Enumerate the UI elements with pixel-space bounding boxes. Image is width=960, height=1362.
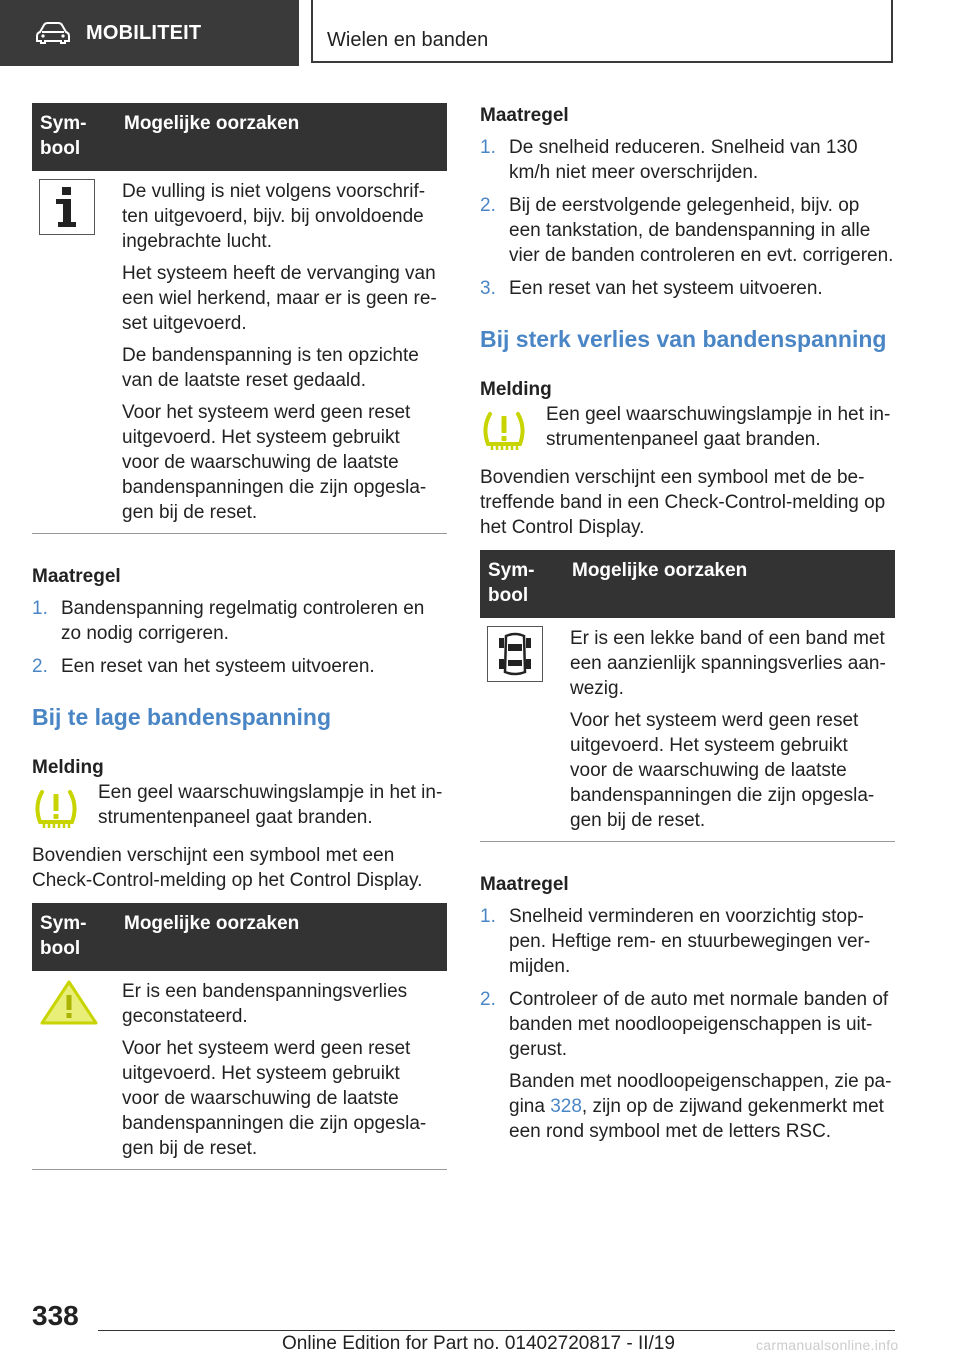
list-item: 2. Bij de eerstvolgende gelegenheid, bijv. op een tankstation, de bandenspanning in alle vier de banden controleren en evt. corrigeren. [480,195,894,266]
melding-row [480,402,895,457]
page-number: 338 [32,1300,79,1331]
symbol-table-2 [32,903,447,1170]
tire-pressure-warning-icon [32,788,80,830]
car-tire-status-icon [487,626,543,682]
maatregel-title: Maatregel [480,105,569,126]
cause-text: De bandenspanning is ten opzichte van de laatste reset gedaald. [122,345,419,391]
symbol-table-3 [480,550,895,842]
table-header-causes: Mogelijke oorzaken [116,103,447,171]
section-title: MOBILITEIT [86,21,202,44]
cause-text: De vulling is niet volgens voorschrif-ten uitgevoerd, bijv. bij onvoldoende ingebrachte lucht. [122,181,426,252]
maatregel-title: Maatregel [32,566,121,587]
left-column [32,103,447,1170]
table-header-symbol: Sym- bool [32,103,116,171]
list-item: 2. Een reset van het systeem uitvoeren. [32,656,375,677]
page-link[interactable]: 328 [550,1096,582,1117]
list-item: 3. Een reset van het systeem uitvoeren. [480,278,823,299]
step-extra: Banden met noodloopeigenschappen, zie pa-gina 328, zijn op de zijwand gekenmerkt met een rond symbool met de letters RSC. [509,1071,892,1142]
cause-text: Er is een lekke band of een band met een aanzienlijk spanningsverlies aan-wezig. [570,628,886,699]
cause-text: Er is een bandenspanningsverlies geconstateerd. [122,981,408,1027]
tire-pressure-warning-icon [480,410,528,452]
table-header-symbol: Sym- bool [480,550,564,618]
body-text: Bovendien verschijnt een symbool met de be-treffende band in een Check-Control-melding op het Control Display. [480,467,886,538]
warning-triangle-icon [39,979,99,1027]
melding-text: Een geel waarschuwingslampje in het in-strumentenpaneel gaat branden. [98,782,443,828]
chapter-title: Wielen en banden [327,29,489,51]
maatregel-title: Maatregel [480,874,569,895]
car-icon [36,22,70,44]
cause-text: Voor het systeem werd geen reset uitgevoerd. Het systeem gebruikt voor de waarschuwing de laatste bandenspanningen die zijn opgesla-gen bij de reset. [122,402,427,523]
table-row [32,971,447,1170]
body-text: Bovendien verschijnt een symbool met een Check-Control-melding op het Control Display. [32,845,423,891]
section-heading: Bij te lage bandenspanning [32,704,332,730]
table-header-causes: Mogelijke oorzaken [116,903,447,971]
cause-text: Voor het systeem werd geen reset uitgevoerd. Het systeem gebruikt voor de waarschuwing de laatste bandenspanningen die zijn opgesla-gen bij de reset. [122,1038,427,1159]
watermark: carmanualsonline.info [756,1337,899,1353]
cause-text: Het systeem heeft de vervanging van een wiel herkend, maar er is geen re-set uitgevoerd. [122,263,437,334]
right-column [480,103,895,1152]
melding-title: Melding [480,379,552,400]
step-list [480,135,895,301]
symbol-table-1 [32,103,447,534]
melding-row [32,780,447,835]
table-row [480,618,895,842]
table-header-symbol: Sym- bool [32,903,116,971]
footer-divider [98,1330,895,1331]
table-header-causes: Mogelijke oorzaken [564,550,895,618]
cause-text: Voor het systeem werd geen reset uitgevoerd. Het systeem gebruikt voor de waarschuwing de laatste bandenspanningen die zijn opgesla-gen bij de reset. [570,710,875,831]
melding-title: Melding [32,757,104,778]
list-item: 2. Controleer of de auto met normale banden of banden met noodloopeigenschappen is uit-gerust. Banden met noodloopeigenschappen, zie pa-gina 328, zijn op de zijwand gekenmerkt met een rond symbool met de letters RSC. [480,987,895,1144]
list-item: 1. De snelheid reduceren. Snelheid van 130 km/h niet meer overschrijden. [480,137,858,183]
chapter-box [311,0,893,63]
list-item: 1. Bandenspanning regelmatig controleren en zo nodig corrigeren. [32,598,425,644]
list-item: 1. Snelheid verminderen en voorzichtig stop-pen. Heftige rem- en stuurbewegingen ver-mijden. [480,906,871,977]
section-tab [0,0,299,66]
melding-text: Een geel waarschuwingslampje in het in-strumentenpaneel gaat branden. [546,404,891,450]
footer-edition: Online Edition for Part no. 01402720817 - II/19 [282,1333,675,1354]
step-list [32,596,447,679]
section-heading: Bij sterk verlies van bandenspanning [480,326,887,352]
step-list [480,904,895,1144]
table-row [32,171,447,534]
info-icon [39,179,95,235]
